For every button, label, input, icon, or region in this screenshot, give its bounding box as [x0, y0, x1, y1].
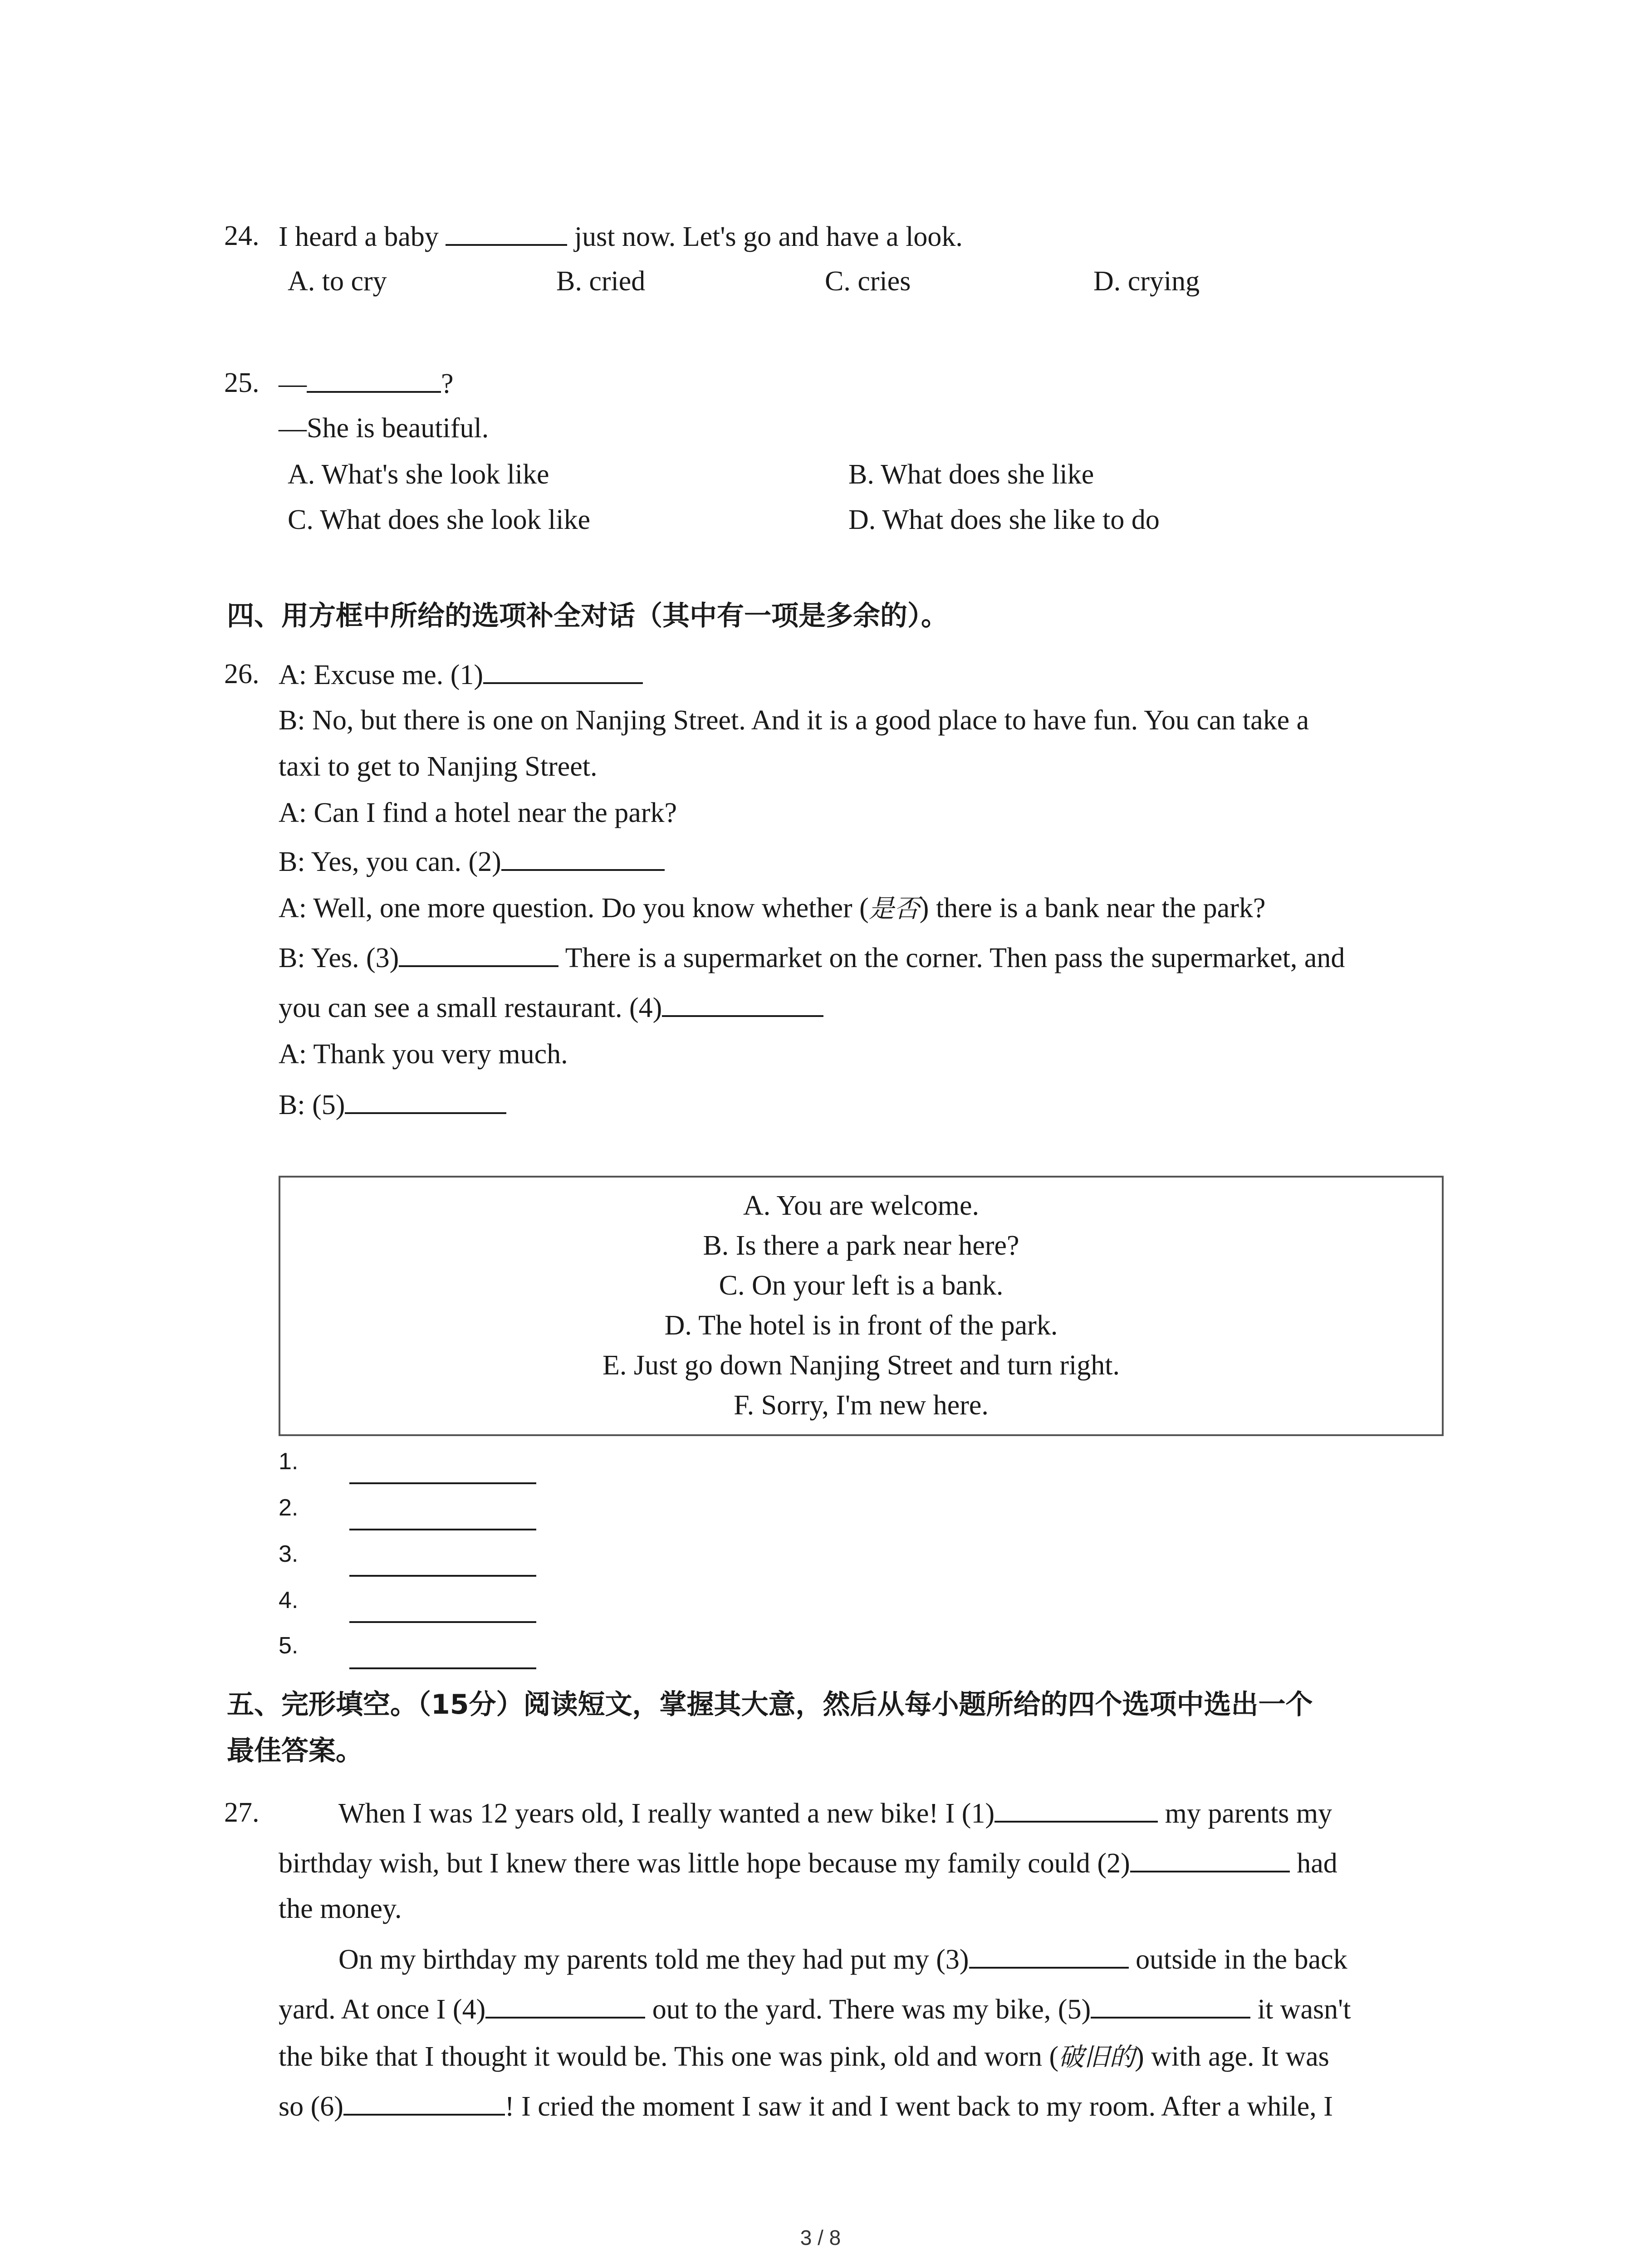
q25-line2: —She is beautiful.	[279, 413, 489, 444]
q26-line5-text: B: Yes, you can. (2)	[279, 846, 501, 877]
q25-dash: —	[279, 368, 307, 399]
q24-option-d: D. crying	[1093, 266, 1200, 297]
q24-number: 24.	[224, 220, 260, 251]
q26-line8	[279, 989, 823, 1026]
q27-p2-line3-text-a: the bike that I thought it would be. This one was pink, old and worn (	[279, 2041, 1059, 2072]
q27-p1-line1-text-a: When I was 12 years old, I really wanted a new bike! I (1)	[338, 1798, 995, 1829]
q27-blank-3	[969, 1941, 1129, 1969]
q27-p1-line2-text-b: had	[1297, 1848, 1337, 1879]
q25-line1	[279, 365, 454, 402]
q26-line10	[279, 1086, 506, 1123]
q27-blank-6	[343, 2087, 505, 2116]
answer-number-1: 1.	[279, 1448, 299, 1475]
q26-blank-5	[345, 1086, 506, 1114]
q24-option-b: B. cried	[556, 266, 646, 297]
box-option-a: A. You are welcome.	[743, 1190, 979, 1221]
q26-line7	[279, 939, 1345, 976]
q26-line7-text-a: B: Yes. (3)	[279, 943, 399, 973]
options-box	[279, 1176, 1444, 1436]
q26-line9: A: Thank you very much.	[279, 1039, 568, 1070]
q25-option-c: C. What does she look like	[288, 504, 590, 535]
q26-line2: B: No, but there is one on Nanjing Street. And it is a good place to have fun. You can take a	[279, 705, 1309, 736]
q25-blank	[307, 365, 441, 393]
q25-question-mark: ?	[441, 368, 454, 399]
q27-p2-line3	[279, 2038, 1329, 2076]
q27-p2-line2-text-a: yard. At once I (4)	[279, 1994, 486, 2025]
q27-blank-5	[1091, 1990, 1250, 2019]
answer-number-2: 2.	[279, 1495, 299, 1521]
q26-line6-text-b: ) there is a bank near the park?	[919, 893, 1266, 924]
q27-p2-line4-text-b: ! I cried the moment I saw it and I went back to my room. After a while, I	[505, 2091, 1333, 2122]
q26-line4: A: Can I find a hotel near the park?	[279, 797, 677, 828]
q27-p2-line3-chinese: 破旧的	[1058, 2043, 1135, 2072]
q24-stem-before: I heard a baby	[279, 221, 439, 252]
q26-line7-text-b: There is a supermarket on the corner. Then pass the supermarket, and	[565, 943, 1345, 973]
q27-p1-line2	[279, 1844, 1337, 1882]
box-option-c: C. On your left is a bank.	[719, 1270, 1004, 1301]
q26-line1	[279, 656, 643, 693]
box-option-d: D. The hotel is in front of the park.	[664, 1310, 1058, 1341]
q25-option-d: D. What does she like to do	[848, 504, 1160, 535]
q27-p2-line1-text-b: outside in the back	[1136, 1944, 1347, 1975]
q27-p2-line3-text-b: ) with age. It was	[1135, 2041, 1329, 2072]
answer-number-4: 4.	[279, 1587, 299, 1613]
q24-blank	[446, 218, 567, 246]
q27-p2-line2	[279, 1990, 1351, 2028]
q26-line5	[279, 843, 665, 880]
section5-heading-line2: 最佳答案。	[227, 1735, 363, 1767]
q27-p1-line1-text-b: my parents my	[1165, 1798, 1332, 1829]
q27-blank-2	[1130, 1844, 1290, 1872]
q27-p2-line2-text-b: out to the yard. There was my bike, (5)	[652, 1994, 1091, 2025]
q25-number: 25.	[224, 367, 260, 398]
q26-line8-text: you can see a small restaurant. (4)	[279, 992, 662, 1023]
q24-stem-after: just now. Let's go and have a look.	[574, 221, 963, 252]
q27-p2-line1	[338, 1941, 1347, 1978]
section4-heading: 四、用方框中所给的选项补全对话（其中有一项是多余的）。	[227, 600, 948, 632]
answer-line-1[interactable]	[349, 1482, 536, 1484]
q27-p1-line2-text-a: birthday wish, but I knew there was little hope because my family could (2)	[279, 1848, 1130, 1879]
answer-line-4[interactable]	[349, 1621, 536, 1623]
q27-number: 27.	[224, 1797, 260, 1828]
q25-option-a: A. What's she look like	[288, 459, 549, 490]
page-number: 3 / 8	[800, 2226, 841, 2249]
q26-blank-3	[399, 939, 558, 967]
q26-line6	[279, 890, 1265, 927]
q25-option-b: B. What does she like	[848, 459, 1094, 490]
q26-blank-4	[662, 989, 823, 1017]
box-option-b: B. Is there a park near here?	[703, 1230, 1019, 1261]
q26-number: 26.	[224, 659, 260, 689]
q26-line6-chinese: 是否	[868, 894, 920, 924]
answer-line-5[interactable]	[349, 1667, 536, 1669]
answer-line-2[interactable]	[349, 1529, 536, 1530]
q26-line6-text-a: A: Well, one more question. Do you know whether (	[279, 893, 869, 924]
q27-blank-4	[485, 1990, 645, 2019]
answer-line-3[interactable]	[349, 1575, 536, 1577]
q27-p1-line1	[338, 1794, 1332, 1832]
answer-number-3: 3.	[279, 1541, 299, 1567]
box-option-e: E. Just go down Nanjing Street and turn right.	[603, 1350, 1120, 1381]
q24-option-a: A. to cry	[288, 266, 387, 297]
q26-line1-text: A: Excuse me. (1)	[279, 660, 484, 690]
q24-option-c: C. cries	[825, 266, 911, 297]
q27-p2-line2-text-c: it wasn't	[1257, 1994, 1351, 2025]
q27-p1-line3: the money.	[279, 1893, 402, 1924]
answer-number-5: 5.	[279, 1633, 299, 1659]
q26-line3: taxi to get to Nanjing Street.	[279, 751, 598, 782]
q26-line10-text: B: (5)	[279, 1090, 345, 1120]
section5-heading-line1: 五、完形填空。（15分）阅读短文，掌握其大意，然后从每小题所给的四个选项中选出一个	[227, 1689, 1313, 1721]
q27-p2-line1-text-a: On my birthday my parents told me they had put my (3)	[338, 1944, 969, 1975]
q27-p2-line4-text-a: so (6)	[279, 2091, 343, 2122]
box-option-f: F. Sorry, I'm new here.	[734, 1390, 989, 1421]
q26-blank-1	[483, 656, 643, 684]
q27-p2-line4	[279, 2087, 1333, 2125]
q26-blank-2	[501, 843, 665, 871]
q27-blank-1	[994, 1794, 1158, 1823]
q24-stem	[279, 218, 963, 255]
